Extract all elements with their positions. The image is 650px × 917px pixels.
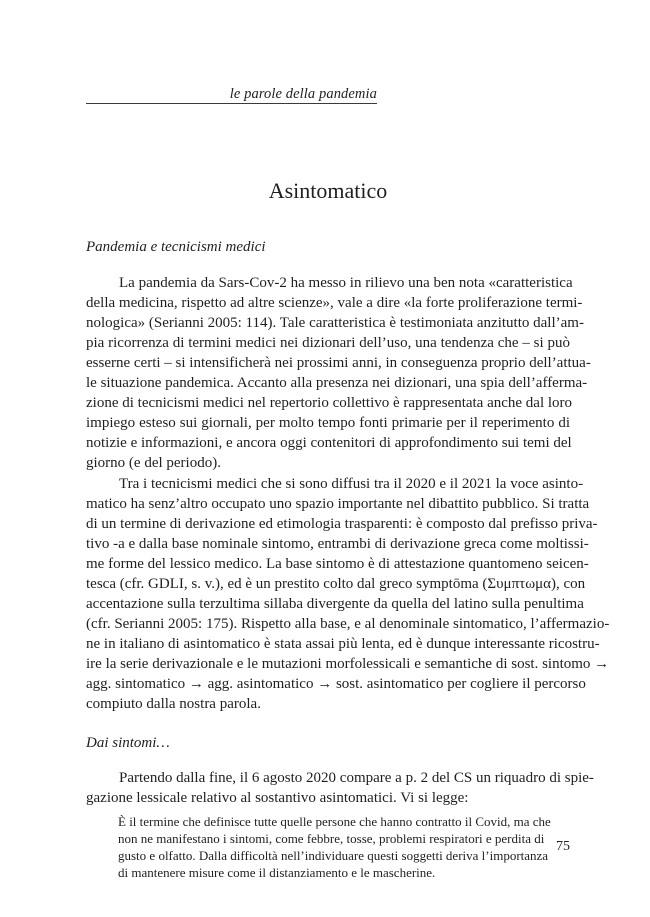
body-line: (cfr. Serianni 2005: 175). Rispetto alla base, e al denominale sintomatico, l’affermazio- bbox=[86, 616, 610, 632]
body-line: pia ricorrenza di termini medici nei dizionari dell’uso, una tendenza che – si può bbox=[86, 335, 570, 351]
page-number: 75 bbox=[556, 839, 570, 854]
body-line: giorno (e del periodo). bbox=[86, 455, 221, 471]
body-line: ire la serie derivazionale e le mutazioni morfolessicali e semantiche di sost. sintomo → bbox=[86, 656, 610, 672]
body-line: della medicina, rispetto ad altre scienze», vale a dire «la forte proliferazione termi- bbox=[86, 295, 583, 311]
body-line: Partendo dalla fine, il 6 agosto 2020 compare a p. 2 del CS un riquadro di spie- bbox=[119, 770, 594, 786]
body-line: La pandemia da Sars-Cov-2 ha messo in rilievo una ben nota «caratteristica bbox=[119, 275, 573, 291]
running-head: le parole della pandemia bbox=[229, 86, 377, 102]
quote-line: gusto e olfatto. Dalla difficoltà nell’individuare questi soggetti deriva l’importanza bbox=[118, 848, 549, 863]
quote-line: È il termine che definisce tutte quelle persone che hanno contratto il Covid, ma che bbox=[118, 814, 551, 829]
body-line: impiego esteso sui giornali, per molto tempo fonti primarie per il reperimento di bbox=[86, 415, 570, 431]
section-heading-pandemia: Pandemia e tecnicismi medici bbox=[86, 239, 266, 255]
body-line: nologica» (Serianni 2005: 114). Tale caratteristica è testimoniata anzitutto dall’am- bbox=[86, 315, 584, 331]
body-line: notizie e informazioni, e ancora oggi contenitori di approfondimento sui temi del bbox=[86, 435, 572, 451]
body-line: accentazione sulla terzultima sillaba divergente da quella del latino sulla penultima bbox=[86, 596, 584, 612]
body-line: tivo -a e dalla base nominale sintomo, entrambi di derivazione greca come moltissi- bbox=[86, 536, 589, 552]
quote-line: non ne manifestano i sintomi, come febbre, tosse, problemi respiratori e perdita di bbox=[118, 831, 545, 846]
body-line: ne in italiano di asintomatico è stata assai più lenta, ed è dunque interessante ricostru- bbox=[86, 636, 600, 652]
page-title: Asintomatico bbox=[268, 178, 388, 203]
body-line: matico ha senz’altro occupato uno spazio importante nel dibattito pubblico. Si tratta bbox=[86, 496, 590, 512]
body-line: zione di tecnicismi medici nel repertorio collettivo è rappresentata anche dal loro bbox=[86, 395, 573, 411]
section-heading-sintomi: Dai sintomi… bbox=[86, 735, 170, 751]
body-line: agg. sintomatico → agg. asintomatico → sost. asintomatico per cogliere il percorso bbox=[86, 676, 586, 692]
body-line: di un termine di derivazione ed etimologia trasparenti: è composto dal prefisso priva- bbox=[86, 516, 598, 532]
body-line: gazione lessicale relativo al sostantivo asintomatici. Vi si legge: bbox=[86, 790, 469, 806]
running-head-rule bbox=[86, 103, 377, 104]
body-line: le situazione pandemica. Accanto alla presenza nei dizionari, una spia dell’afferma- bbox=[86, 375, 588, 391]
body-line: Tra i tecnicismi medici che si sono diffusi tra il 2020 e il 2021 la voce asinto- bbox=[119, 476, 584, 492]
body-line: esserne certi – si intensificherà nei prossimi anni, in conseguenza proprio dell’attua- bbox=[86, 355, 591, 371]
body-line: tesca (cfr. GDLI, s. v.), ed è un prestito colto dal greco symptōma (Συμπτωμα), con bbox=[86, 576, 586, 592]
body-line: compiuto dalla nostra parola. bbox=[86, 696, 261, 712]
body-line: me forme del lessico medico. La base sintomo è di attestazione quantomeno seicen- bbox=[86, 556, 589, 572]
quote-line: di mantenere misure come il distanziamento e le mascherine. bbox=[118, 865, 436, 880]
